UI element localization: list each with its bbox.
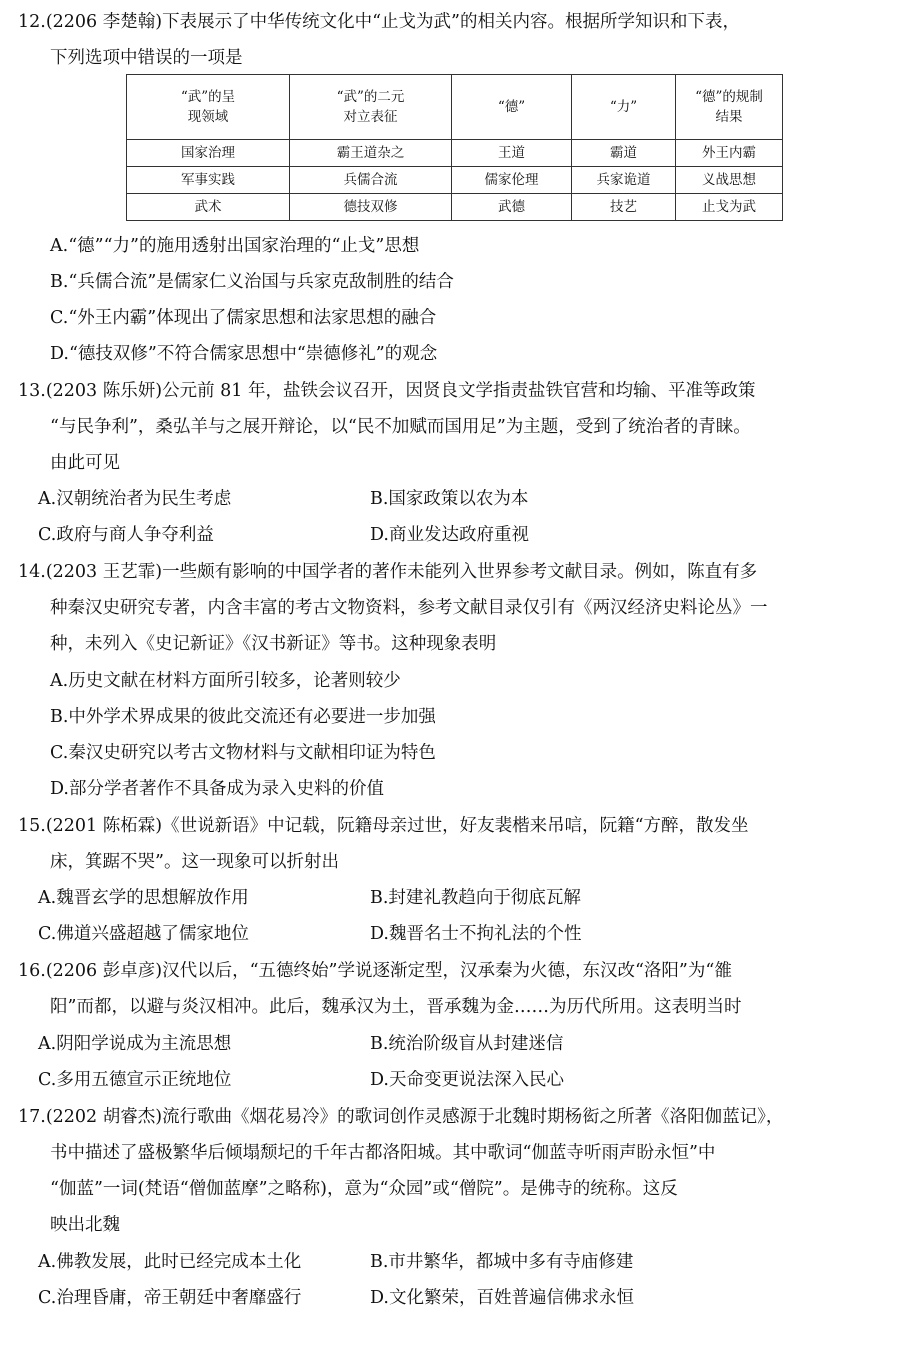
table-header-cell: “武”的呈 现领域	[127, 75, 290, 140]
q16-option-c[interactable]: C.多用五德宣示正统地位	[38, 1070, 232, 1090]
q15-option-c[interactable]: C.佛道兴盛超越了儒家地位	[38, 924, 249, 944]
q13-option-d[interactable]: D.商业发达政府重视	[370, 525, 529, 545]
q13-option-c[interactable]: C.政府与商人争夺利益	[38, 525, 214, 545]
q12-table	[126, 74, 783, 221]
table-cell: 儒家伦理	[452, 167, 572, 194]
table-header-cell: “德”的规制 结果	[676, 75, 783, 140]
table-cell: 霸道	[572, 140, 676, 167]
table-cell: 止戈为武	[676, 194, 783, 221]
q17-stem-line1: 17.(2202 胡睿杰)流行歌曲《烟花易冷》的歌词创作灵感源于北魏时期杨衒之所著《洛阳伽蓝记》，	[18, 1107, 784, 1127]
q14-option-d[interactable]: D.部分学者著作不具备成为录入史料的价值	[50, 779, 384, 799]
q16-stem-line1: 16.(2206 彭卓彦)汉代以后，“五德终始”学说逐渐定型，汉承秦为火德，东汉改“洛阳”为“雒	[18, 961, 732, 981]
q16-option-d[interactable]: D.天命变更说法深入民心	[370, 1070, 564, 1090]
q15-option-d[interactable]: D.魏晋名士不拘礼法的个性	[370, 924, 582, 944]
table-cell: 外王内霸	[676, 140, 783, 167]
q12-option-b[interactable]: B.“兵儒合流”是儒家仁义治国与兵家克敌制胜的结合	[50, 272, 454, 292]
q12-option-c[interactable]: C.“外王内霸”体现出了儒家思想和法家思想的融合	[50, 308, 437, 328]
table-cell: 武德	[452, 194, 572, 221]
q15-option-a[interactable]: A.魏晋玄学的思想解放作用	[38, 888, 249, 908]
q12-stem-line1: 12.(2206 李楚翰)下表展示了中华传统文化中“止戈为武”的相关内容。根据所学知识和下表，	[18, 12, 740, 32]
q14-stem-line1: 14.(2203 王艺霏)一些颇有影响的中国学者的著作未能列入世界参考文献目录。例如，陈直有多	[18, 562, 758, 582]
table-cell: 兵家诡道	[572, 167, 676, 194]
table-cell: 王道	[452, 140, 572, 167]
q17-option-d[interactable]: D.文化繁荣，百姓普遍信佛求永恒	[370, 1288, 634, 1308]
table-row	[127, 140, 783, 167]
table-header-cell: “德”	[452, 75, 572, 140]
table-header-cell: “武”的二元 对立表征	[290, 75, 452, 140]
q17-stem-line2: 书中描述了盛极繁华后倾塌颓圮的千年古都洛阳城。其中歌词“伽蓝寺听雨声盼永恒”中	[50, 1143, 716, 1163]
table-cell: 技艺	[572, 194, 676, 221]
q17-option-a[interactable]: A.佛教发展，此时已经完成本土化	[38, 1252, 302, 1272]
q12-option-a[interactable]: A.“德”“力”的施用透射出国家治理的“止戈”思想	[50, 236, 420, 256]
q15-stem-line1: 15.(2201 陈柘霖)《世说新语》中记载，阮籍母亲过世，好友裴楷来吊唁，阮籍“方醉，散发坐	[18, 816, 749, 836]
q13-stem-line1: 13.(2203 陈乐妍)公元前 81 年，盐铁会议召开，因贤良文学指责盐铁官营和均输、平准等政策	[18, 381, 756, 401]
table-cell: 国家治理	[127, 140, 290, 167]
table-cell: 武术	[127, 194, 290, 221]
q13-stem-line2: “与民争利”，桑弘羊与之展开辩论，以“民不加赋而国用足”为主题，受到了统治者的青睐。	[50, 417, 751, 437]
q14-stem-line2: 种秦汉史研究专著，内含丰富的考古文物资料，参考文献目录仅引有《两汉经济史料论丛》一	[50, 598, 768, 618]
table-cell: 霸王道杂之	[290, 140, 452, 167]
q14-option-c[interactable]: C.秦汉史研究以考古文物材料与文献相印证为特色	[50, 743, 436, 763]
table-row	[127, 194, 783, 221]
q16-option-a[interactable]: A.阴阳学说成为主流思想	[38, 1034, 232, 1054]
q13-option-b[interactable]: B.国家政策以农为本	[370, 489, 529, 509]
q17-stem-line3: “伽蓝”一词(梵语“僧伽蓝摩”之略称)，意为“众园”或“僧院”。是佛寺的统称。这反	[50, 1179, 678, 1199]
q13-option-a[interactable]: A.汉朝统治者为民生考虑	[38, 489, 232, 509]
table-cell: 军事实践	[127, 167, 290, 194]
q12-stem-line2: 下列选项中错误的一项是	[50, 48, 243, 68]
q14-option-b[interactable]: B.中外学术界成果的彼此交流还有必要进一步加强	[50, 707, 436, 727]
q17-stem-line4: 映出北魏	[50, 1215, 120, 1235]
table-header-row	[127, 75, 783, 140]
q13-stem-line3: 由此可见	[50, 453, 120, 473]
table-cell: 义战思想	[676, 167, 783, 194]
q16-option-b[interactable]: B.统治阶级盲从封建迷信	[370, 1034, 564, 1054]
table-row	[127, 167, 783, 194]
q14-stem-line3: 种，未列入《史记新证》《汉书新证》等书。这种现象表明	[50, 634, 497, 654]
q16-stem-line2: 阳”而都，以避与炎汉相冲。此后，魏承汉为土，晋承魏为金……为历代所用。这表明当时	[50, 997, 742, 1017]
table-cell: 德技双修	[290, 194, 452, 221]
table-header-cell: “力”	[572, 75, 676, 140]
q17-option-c[interactable]: C.治理昏庸，帝王朝廷中奢靡盛行	[38, 1288, 302, 1308]
q14-option-a[interactable]: A.历史文献在材料方面所引较多，论著则较少	[50, 671, 401, 691]
q17-option-b[interactable]: B.市井繁华，都城中多有寺庙修建	[370, 1252, 634, 1272]
q15-stem-line2: 床，箕踞不哭”。这一现象可以折射出	[50, 852, 339, 872]
q12-option-d[interactable]: D.“德技双修”不符合儒家思想中“崇德修礼”的观念	[50, 344, 438, 364]
q15-option-b[interactable]: B.封建礼教趋向于彻底瓦解	[370, 888, 581, 908]
table-cell: 兵儒合流	[290, 167, 452, 194]
